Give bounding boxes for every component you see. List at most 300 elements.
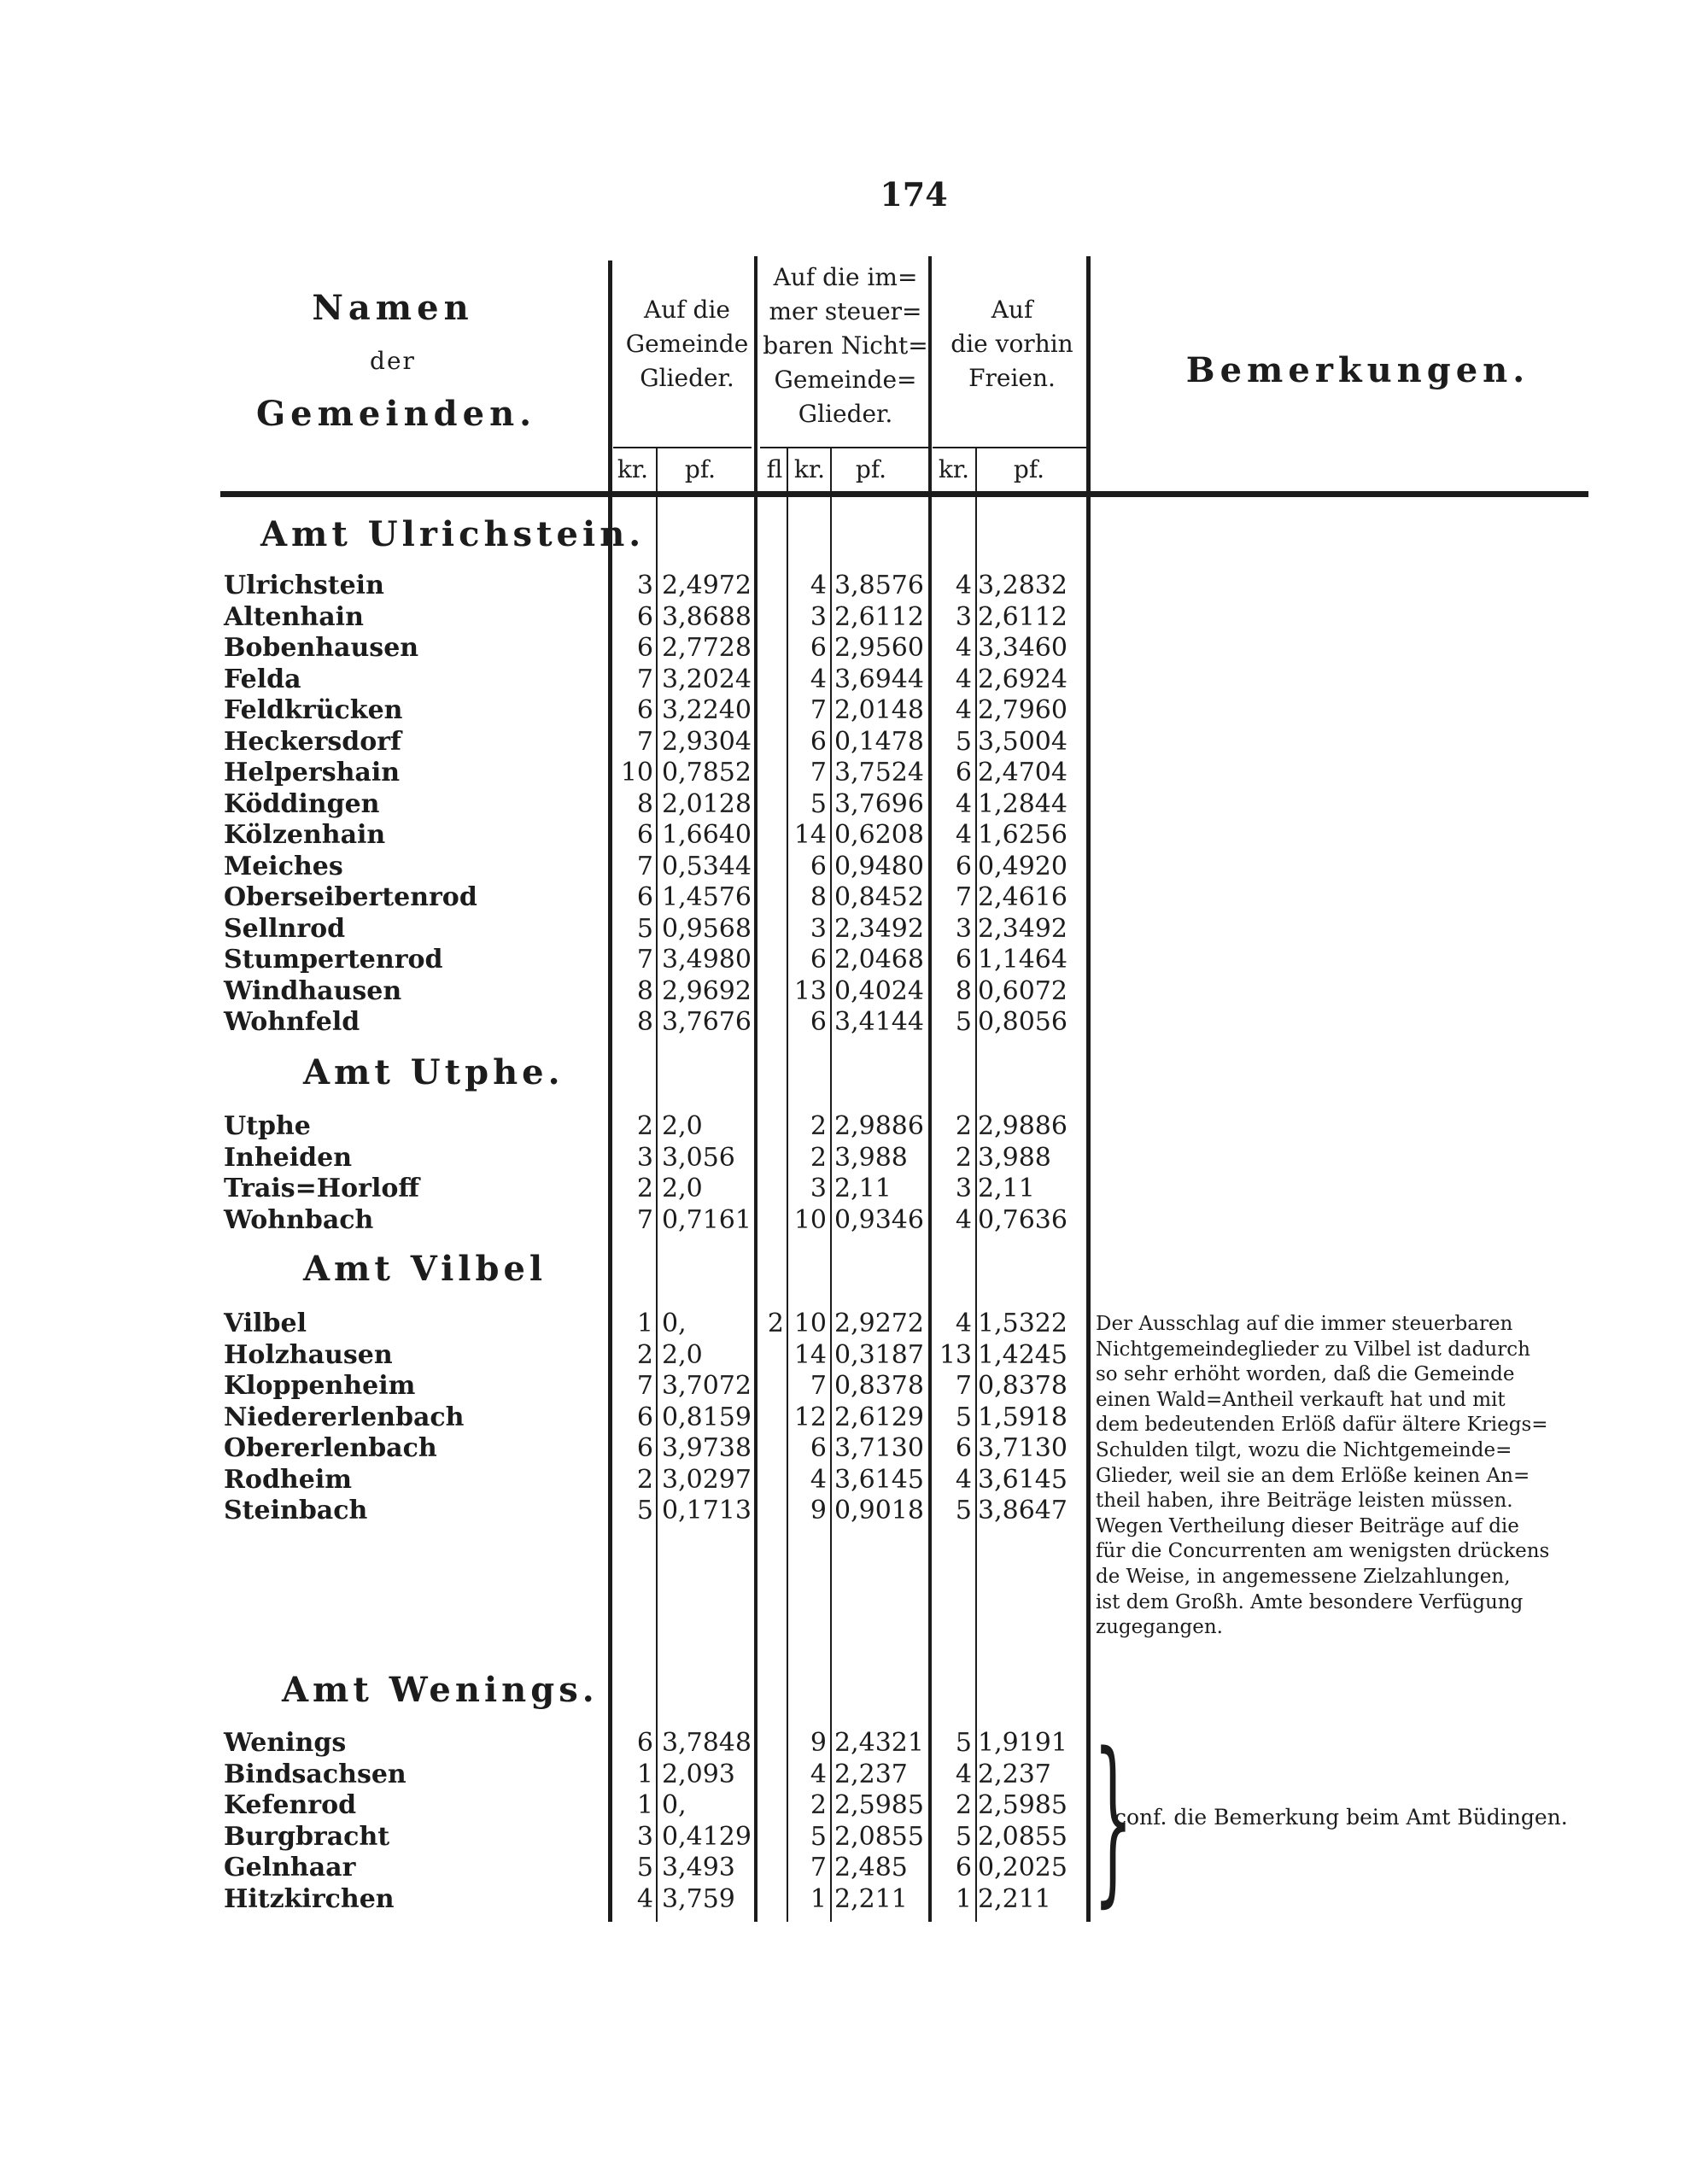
table-row <box>0 1143 1657 1174</box>
cell-b-kr: 5 <box>810 788 827 819</box>
cell-b-kr: 3 <box>810 601 827 632</box>
header-col-c-line3: Freien. <box>968 364 1056 392</box>
municipality-name: Burgbracht <box>224 1821 390 1852</box>
table-row <box>0 1174 1657 1204</box>
cell-a-kr: 3 <box>636 571 653 600</box>
cell-a-kr: 1 <box>636 1309 653 1338</box>
cell-a-pf: 3,7676 <box>662 1007 752 1037</box>
remark-line: Glieder, weil sie an dem Erlöße keinen An= <box>1096 1464 1530 1487</box>
cell-a-pf: 3,759 <box>662 1883 735 1914</box>
cell-a-pf: 2,093 <box>662 1759 735 1789</box>
cell-b-kr: 2 <box>810 1111 827 1141</box>
cell-b-kr: 7 <box>810 1853 827 1882</box>
cell-a-kr: 6 <box>636 601 653 632</box>
cell-b-pf: 2,6129 <box>834 1402 924 1432</box>
sub-b-kr: kr. <box>793 455 826 483</box>
cell-c-kr: 4 <box>955 1464 972 1495</box>
header-col-b <box>760 261 931 431</box>
cell-a-kr: 1 <box>636 1759 653 1789</box>
cell-b-kr: 4 <box>810 1464 827 1495</box>
cell-b-pf: 3,7130 <box>834 1433 924 1463</box>
municipality-name: Wohnbach <box>224 1204 374 1235</box>
cell-a-pf: 0, <box>662 1309 687 1338</box>
cell-b-pf: 2,5985 <box>834 1790 924 1820</box>
cell-b-pf: 3,4144 <box>834 1007 924 1037</box>
cell-a-pf: 0,1713 <box>662 1496 752 1525</box>
header-names-line2: der <box>370 347 416 375</box>
cell-c-kr: 3 <box>955 601 972 632</box>
cell-a-kr: 3 <box>636 1142 653 1173</box>
cell-a-kr: 4 <box>636 1883 653 1914</box>
cell-c-kr: 4 <box>955 664 972 694</box>
cell-a-pf: 0,7161 <box>662 1204 752 1235</box>
cell-b-kr: 5 <box>810 1821 827 1852</box>
municipality-name: Oberseibertenrod <box>224 882 477 912</box>
table-row <box>0 571 1657 601</box>
cell-b-pf: 3,6145 <box>834 1464 924 1495</box>
cell-c-pf: 3,8647 <box>978 1496 1068 1525</box>
cell-c-kr: 4 <box>955 1759 972 1789</box>
cell-c-kr: 4 <box>955 1309 972 1338</box>
cell-a-kr: 5 <box>636 913 653 944</box>
municipality-name: Feldkrücken <box>224 695 403 725</box>
cell-c-pf: 1,5322 <box>978 1309 1068 1338</box>
municipality-name: Hitzkirchen <box>224 1883 395 1914</box>
cell-c-kr: 2 <box>955 1111 972 1141</box>
cell-b-kr: 2 <box>810 1790 827 1820</box>
brace-wenings: } <box>1093 1714 1133 1923</box>
municipality-name: Kefenrod <box>224 1790 357 1820</box>
cell-b-kr: 10 <box>793 1204 827 1235</box>
cell-c-kr: 6 <box>955 945 972 975</box>
cell-b-pf: 0,6208 <box>834 820 924 850</box>
cell-b-kr: 3 <box>810 913 827 944</box>
cell-c-kr: 6 <box>955 851 972 881</box>
municipality-name: Stumpertenrod <box>224 945 443 975</box>
cell-b-kr: 6 <box>810 633 827 663</box>
municipality-name: Bobenhausen <box>224 633 419 663</box>
municipality-name: Sellnrod <box>224 913 346 944</box>
cell-b-pf: 2,0855 <box>834 1821 924 1852</box>
remark-vilbel <box>1096 1312 1608 1641</box>
cell-c-kr: 4 <box>955 695 972 725</box>
cell-a-pf: 3,2240 <box>662 695 752 725</box>
cell-a-pf: 3,8688 <box>662 601 752 632</box>
table-row <box>0 1728 1657 1759</box>
cell-c-pf: 0,7636 <box>978 1204 1068 1235</box>
cell-c-kr: 5 <box>955 726 972 757</box>
cell-c-pf: 0,8056 <box>978 1007 1068 1037</box>
table-row <box>0 1007 1657 1038</box>
cell-b-kr: 6 <box>810 726 827 757</box>
cell-b-pf: 3,7524 <box>834 758 924 788</box>
cell-c-pf: 2,4704 <box>978 758 1068 788</box>
cell-a-pf: 2,4972 <box>662 571 752 600</box>
cell-b-pf: 2,0468 <box>834 945 924 975</box>
table-row <box>0 976 1657 1007</box>
cell-b-pf: 2,237 <box>834 1759 908 1789</box>
cell-c-pf: 1,1464 <box>978 945 1068 975</box>
cell-a-pf: 1,6640 <box>662 820 752 850</box>
municipality-name: Altenhain <box>224 601 364 632</box>
cell-c-kr: 4 <box>955 571 972 600</box>
cell-a-kr: 6 <box>636 820 653 850</box>
cell-b-kr: 10 <box>793 1309 827 1338</box>
cell-c-pf: 1,2844 <box>978 788 1068 819</box>
municipality-name: Köddingen <box>224 788 380 819</box>
cell-a-pf: 3,7072 <box>662 1371 752 1401</box>
cell-b-kr: 12 <box>793 1402 827 1432</box>
cell-c-pf: 0,4920 <box>978 851 1068 881</box>
remark-line: Schulden tilgt, wozu die Nichtgemeinde= <box>1096 1438 1512 1461</box>
municipality-name: Wenings <box>224 1728 347 1758</box>
cell-a-kr: 6 <box>636 1728 653 1758</box>
cell-c-kr: 5 <box>955 1007 972 1037</box>
cell-a-kr: 6 <box>636 882 653 912</box>
cell-b-kr: 6 <box>810 945 827 975</box>
cell-a-pf: 2,7728 <box>662 633 752 663</box>
remark-line: so sehr erhöht worden, daß die Gemeinde <box>1096 1363 1515 1386</box>
remark-line: zugegangen. <box>1096 1616 1223 1639</box>
header-col-a-line1: Auf die <box>644 296 730 324</box>
cell-c-kr: 5 <box>955 1402 972 1432</box>
cell-a-kr: 7 <box>636 851 653 881</box>
table-row <box>0 665 1657 695</box>
cell-c-pf: 2,237 <box>978 1759 1051 1789</box>
remark-line: de Weise, in angemessene Zielzahlungen, <box>1096 1565 1511 1588</box>
cell-b-pf: 3,8576 <box>834 571 924 600</box>
municipality-name: Vilbel <box>224 1309 307 1338</box>
remark-wenings: conf. die Bemerkung beim Amt Büdingen. <box>1114 1805 1568 1830</box>
table-row <box>0 914 1657 945</box>
cell-a-pf: 0,5344 <box>662 851 752 881</box>
cell-a-pf: 2,0128 <box>662 788 752 819</box>
cell-a-kr: 3 <box>636 1821 653 1852</box>
header-names-line1: Namen <box>312 288 474 328</box>
cell-b-pf: 2,485 <box>834 1853 908 1882</box>
cell-a-kr: 8 <box>636 788 653 819</box>
municipality-name: Wohnfeld <box>224 1007 360 1037</box>
cell-b-pf: 0,8378 <box>834 1371 924 1401</box>
cell-c-pf: 0,6072 <box>978 975 1068 1006</box>
cell-a-pf: 3,4980 <box>662 945 752 975</box>
cell-a-kr: 7 <box>636 1204 653 1235</box>
cell-a-kr: 5 <box>636 1496 653 1525</box>
cell-c-pf: 2,4616 <box>978 882 1068 912</box>
cell-b-kr: 1 <box>810 1883 827 1914</box>
group-title-ulrichstein: Amt Ulrichstein. <box>260 514 646 554</box>
table-row <box>0 602 1657 633</box>
cell-a-kr: 10 <box>620 758 653 788</box>
sub-b-fl: fl <box>766 455 783 483</box>
column-rule-8 <box>1086 256 1091 1922</box>
municipality-name: Holzhausen <box>224 1339 393 1370</box>
cell-c-pf: 3,6145 <box>978 1464 1068 1495</box>
cell-c-kr: 4 <box>955 788 972 819</box>
cell-a-pf: 3,493 <box>662 1853 735 1882</box>
cell-c-kr: 4 <box>955 820 972 850</box>
cell-b-kr: 9 <box>810 1728 827 1758</box>
municipality-name: Inheiden <box>224 1142 353 1173</box>
municipality-name: Rodheim <box>224 1464 352 1495</box>
cell-c-pf: 2,3492 <box>978 913 1068 944</box>
cell-c-pf: 0,2025 <box>978 1853 1068 1882</box>
cell-c-pf: 2,6924 <box>978 664 1068 694</box>
cell-c-kr: 5 <box>955 1496 972 1525</box>
remark-line: einen Wald=Antheil verkauft hat und mit <box>1096 1388 1506 1411</box>
cell-a-kr: 7 <box>636 945 653 975</box>
cell-b-kr: 4 <box>810 1759 827 1789</box>
cell-c-pf: 3,2832 <box>978 571 1068 600</box>
cell-b-kr: 4 <box>810 571 827 600</box>
header-col-c-line1: Auf <box>991 296 1033 324</box>
cell-c-kr: 7 <box>955 882 972 912</box>
remark-line: Nichtgemeindeglieder zu Vilbel ist dadurch <box>1096 1338 1530 1361</box>
cell-b-kr: 3 <box>810 1174 827 1203</box>
table-row <box>0 1111 1657 1142</box>
cell-c-kr: 4 <box>955 633 972 663</box>
cell-c-kr: 3 <box>955 913 972 944</box>
cell-b-pf: 0,9346 <box>834 1204 924 1235</box>
column-rule-6 <box>928 256 932 1922</box>
cell-b-kr: 14 <box>793 820 827 850</box>
cell-b-kr: 8 <box>810 882 827 912</box>
cell-b-kr: 7 <box>810 1371 827 1401</box>
table-row <box>0 695 1657 726</box>
header-col-b-line1: Auf die im= <box>773 263 918 291</box>
cell-b-pf: 2,211 <box>834 1883 908 1914</box>
cell-a-kr: 2 <box>636 1464 653 1495</box>
cell-b-kr: 13 <box>793 975 827 1006</box>
cell-a-pf: 2,0 <box>662 1174 703 1203</box>
cell-b-kr: 6 <box>810 1007 827 1037</box>
cell-a-pf: 2,0 <box>662 1111 703 1141</box>
cell-b-pf: 3,7696 <box>834 788 924 819</box>
municipality-name: Windhausen <box>224 975 402 1006</box>
remark-line: dem bedeutenden Erlöß dafür ältere Kriegs= <box>1096 1414 1548 1437</box>
cell-a-kr: 7 <box>636 1371 653 1401</box>
cell-c-pf: 1,9191 <box>978 1728 1068 1758</box>
cell-a-kr: 2 <box>636 1339 653 1370</box>
cell-a-pf: 0,8159 <box>662 1402 752 1432</box>
cell-c-kr: 5 <box>955 1821 972 1852</box>
cell-c-pf: 3,5004 <box>978 726 1068 757</box>
group-title-vilbel: Amt Vilbel <box>303 1249 547 1289</box>
cell-a-kr: 8 <box>636 975 653 1006</box>
cell-a-kr: 7 <box>636 664 653 694</box>
cell-c-pf: 1,5918 <box>978 1402 1068 1432</box>
cell-b-pf: 2,11 <box>834 1174 892 1203</box>
cell-c-kr: 6 <box>955 758 972 788</box>
table-row <box>0 1884 1657 1915</box>
cell-b-pf: 2,9560 <box>834 633 924 663</box>
municipality-name: Meiches <box>224 851 343 881</box>
cell-a-kr: 6 <box>636 1402 653 1432</box>
table-row <box>0 727 1657 758</box>
municipality-name: Bindsachsen <box>224 1759 407 1789</box>
sub-c-pf: pf. <box>1013 455 1045 483</box>
header-col-c <box>939 293 1085 395</box>
cell-a-kr: 6 <box>636 633 653 663</box>
cell-a-pf: 2,0 <box>662 1339 703 1370</box>
cell-b-kr: 6 <box>810 1433 827 1463</box>
header-col-b-line2: mer steuer= <box>769 297 922 325</box>
cell-b-pf: 2,3492 <box>834 913 924 944</box>
cell-c-pf: 3,988 <box>978 1142 1051 1173</box>
municipality-name: Ulrichstein <box>224 571 384 600</box>
cell-c-pf: 1,4245 <box>978 1339 1068 1370</box>
column-rule-3 <box>754 256 757 1922</box>
cell-b-kr: 2 <box>810 1142 827 1173</box>
cell-c-kr: 2 <box>955 1142 972 1173</box>
table-row <box>0 820 1657 851</box>
sub-b-pf: pf. <box>855 455 887 483</box>
municipality-name: Felda <box>224 664 301 694</box>
cell-a-pf: 0,7852 <box>662 758 752 788</box>
cell-c-pf: 3,3460 <box>978 633 1068 663</box>
cell-b-pf: 2,9886 <box>834 1111 924 1141</box>
cell-c-kr: 1 <box>955 1883 972 1914</box>
cell-b-pf: 3,6944 <box>834 664 924 694</box>
cell-b-pf: 0,9480 <box>834 851 924 881</box>
subheader-rule-c <box>933 447 1086 448</box>
cell-c-pf: 2,7960 <box>978 695 1068 725</box>
cell-b-pf: 2,4321 <box>834 1728 924 1758</box>
cell-a-kr: 2 <box>636 1111 653 1141</box>
cell-c-kr: 4 <box>955 1204 972 1235</box>
group-title-wenings: Amt Wenings. <box>282 1670 599 1710</box>
cell-c-pf: 3,7130 <box>978 1433 1068 1463</box>
table-row <box>0 1205 1657 1236</box>
cell-a-kr: 6 <box>636 695 653 725</box>
header-col-a-line2: Gemeinde <box>625 330 749 358</box>
cell-a-pf: 2,9304 <box>662 726 752 757</box>
remark-line: für die Concurrenten am wenigsten drückens <box>1096 1540 1550 1563</box>
subheader-rule-b <box>760 447 929 448</box>
cell-b-pf: 0,4024 <box>834 975 924 1006</box>
header-names-line3: Gemeinden. <box>256 394 537 434</box>
municipality-name: Helpershain <box>224 758 401 788</box>
remark-line: Wegen Vertheilung dieser Beiträge auf die <box>1096 1514 1519 1537</box>
table-row <box>0 1853 1657 1883</box>
cell-c-kr: 6 <box>955 1433 972 1463</box>
municipality-name: Heckersdorf <box>224 726 401 757</box>
cell-b-fl: 2 <box>767 1309 784 1338</box>
municipality-name: Kölzenhain <box>224 820 386 850</box>
cell-b-pf: 0,8452 <box>834 882 924 912</box>
cell-c-kr: 7 <box>955 1371 972 1401</box>
cell-a-pf: 3,9738 <box>662 1433 752 1463</box>
remark-line: theil haben, ihre Beiträge leisten müssen. <box>1096 1490 1513 1513</box>
header-col-b-line5: Glieder. <box>798 400 893 428</box>
municipality-name: Obererlenbach <box>224 1433 437 1463</box>
sub-a-kr: kr. <box>617 455 649 483</box>
table-row <box>0 633 1657 664</box>
cell-b-pf: 2,6112 <box>834 601 924 632</box>
header-col-a <box>617 293 757 395</box>
cell-b-kr: 9 <box>810 1496 827 1525</box>
cell-b-pf: 3,988 <box>834 1142 908 1173</box>
table-row <box>0 945 1657 975</box>
cell-c-pf: 2,6112 <box>978 601 1068 632</box>
cell-a-kr: 6 <box>636 1433 653 1463</box>
cell-b-pf: 0,1478 <box>834 726 924 757</box>
cell-c-pf: 2,0855 <box>978 1821 1068 1852</box>
remark-line: Der Ausschlag auf die immer steuerbaren <box>1096 1313 1513 1335</box>
cell-c-pf: 2,5985 <box>978 1790 1068 1820</box>
header-remarks: Bemerkungen. <box>1185 350 1530 390</box>
cell-a-pf: 2,9692 <box>662 975 752 1006</box>
column-rule-1 <box>608 261 612 1922</box>
table-row <box>0 789 1657 820</box>
page-number: 174 <box>880 175 948 214</box>
sub-c-kr: kr. <box>938 455 970 483</box>
header-col-a-line3: Glieder. <box>640 364 734 392</box>
cell-a-pf: 0,9568 <box>662 913 752 944</box>
header-col-c-line2: die vorhin <box>951 330 1073 358</box>
cell-c-pf: 2,11 <box>978 1174 1035 1203</box>
municipality-name: Gelnhaar <box>224 1853 356 1882</box>
cell-b-kr: 14 <box>793 1339 827 1370</box>
cell-c-kr: 2 <box>955 1790 972 1820</box>
municipality-name: Utphe <box>224 1111 311 1141</box>
cell-c-pf: 2,9886 <box>978 1111 1068 1141</box>
cell-c-kr: 3 <box>955 1174 972 1203</box>
group-title-utphe: Amt Utphe. <box>303 1052 564 1092</box>
cell-a-pf: 3,056 <box>662 1142 735 1173</box>
header-names <box>256 282 537 441</box>
cell-b-kr: 7 <box>810 758 827 788</box>
cell-c-kr: 5 <box>955 1728 972 1758</box>
cell-c-kr: 8 <box>955 975 972 1006</box>
cell-a-pf: 1,4576 <box>662 882 752 912</box>
subheader-rule-a <box>613 447 752 448</box>
table-row <box>0 852 1657 882</box>
municipality-name: Steinbach <box>224 1496 368 1525</box>
cell-b-kr: 6 <box>810 851 827 881</box>
cell-b-kr: 7 <box>810 695 827 725</box>
table-row <box>0 758 1657 788</box>
header-col-b-line4: Gemeinde= <box>774 366 917 394</box>
cell-a-kr: 7 <box>636 726 653 757</box>
remark-line: ist dem Großh. Amte besondere Verfügung <box>1096 1590 1524 1613</box>
cell-a-pf: 0, <box>662 1790 687 1820</box>
cell-a-kr: 5 <box>636 1853 653 1882</box>
sub-a-pf: pf. <box>684 455 717 483</box>
cell-a-kr: 8 <box>636 1007 653 1037</box>
cell-b-pf: 0,3187 <box>834 1339 924 1370</box>
cell-c-kr: 13 <box>939 1339 972 1370</box>
cell-b-kr: 4 <box>810 664 827 694</box>
cell-a-pf: 3,2024 <box>662 664 752 694</box>
cell-b-pf: 0,9018 <box>834 1496 924 1525</box>
cell-a-kr: 2 <box>636 1174 653 1203</box>
cell-b-pf: 2,9272 <box>834 1309 924 1338</box>
cell-c-pf: 1,6256 <box>978 820 1068 850</box>
cell-a-pf: 3,7848 <box>662 1728 752 1758</box>
municipality-name: Kloppenheim <box>224 1371 416 1401</box>
cell-b-pf: 2,0148 <box>834 695 924 725</box>
header-rule <box>220 491 1588 497</box>
table-row <box>0 1759 1657 1790</box>
table-row <box>0 882 1657 913</box>
cell-a-kr: 1 <box>636 1790 653 1820</box>
municipality-name: Trais=Horloff <box>224 1174 419 1203</box>
cell-c-pf: 2,211 <box>978 1883 1051 1914</box>
cell-c-kr: 6 <box>955 1853 972 1882</box>
cell-c-pf: 0,8378 <box>978 1371 1068 1401</box>
cell-a-pf: 0,4129 <box>662 1821 752 1852</box>
